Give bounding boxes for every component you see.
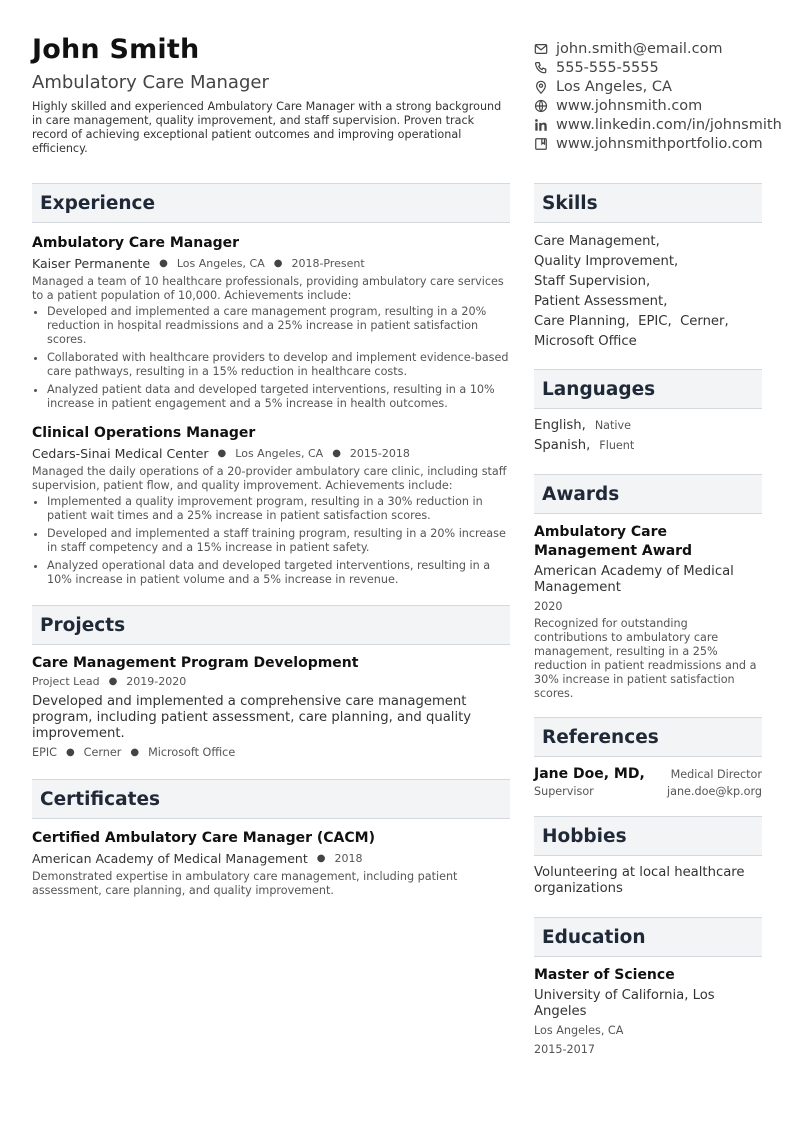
education-dates: 2015-2017: [534, 1043, 595, 1056]
separator-dot: ●: [65, 747, 75, 758]
reference-email[interactable]: jane.doe@kp.org: [667, 785, 762, 798]
experience-entry: [32, 234, 510, 411]
reference-name-row: [534, 766, 762, 782]
education-degree: Master of Science: [534, 967, 675, 983]
candidate-title: Ambulatory Care Manager: [32, 72, 269, 93]
achievement-item: • Developed and implemented a care management program, resulting in a 20% reduction in hospital readmissions and a 25% increase in patient satisfaction scores.: [47, 305, 510, 347]
project-role: Project Lead: [32, 675, 100, 688]
tech-item: Microsoft Office: [148, 746, 236, 759]
linkedin-icon: [534, 118, 548, 132]
separator-dot: ●: [316, 853, 326, 864]
skill-line: Patient Assessment,: [534, 294, 668, 309]
certificate-entry: [32, 829, 510, 898]
contact-portfolio-text: www.johnsmithportfolio.com: [556, 135, 763, 152]
languages-heading: Languages: [534, 369, 762, 409]
hobbies-section: [534, 816, 762, 897]
achievement-item: • Analyzed patient data and developed targeted interventions, resulting in a 10% increase in patient engagement and a 5% increase in health outcomes.: [47, 383, 510, 411]
job-location: Los Angeles, CA: [176, 257, 265, 270]
resume-header: [32, 34, 512, 156]
achievement-item: • Implemented a quality improvement program, resulting in a 30% reduction in patient wait times and a 25% increase in patient satisfaction scores.: [47, 495, 510, 523]
contact-portfolio[interactable]: [534, 134, 794, 153]
reference-position: Medical Director: [670, 768, 762, 781]
skill-line: Quality Improvement,: [534, 254, 679, 269]
contact-linkedin[interactable]: [534, 115, 794, 134]
separator-dot: ●: [108, 676, 118, 687]
references-section: [534, 717, 762, 798]
right-column: [534, 183, 762, 1058]
certificates-section: [32, 779, 510, 898]
language-name: Spanish,: [534, 438, 591, 453]
job-company: Kaiser Permanente: [32, 256, 151, 271]
references-heading: References: [534, 717, 762, 757]
hobby-item: Volunteering at local healthcare organizations: [534, 865, 745, 896]
contact-linkedin-text: www.linkedin.com/in/johnsmith: [556, 116, 782, 133]
projects-section: [32, 605, 510, 761]
project-description: Developed and implemented a comprehensive care management program, including patient assessment, care planning, and quality improvement.: [32, 694, 472, 741]
hobbies-heading: Hobbies: [534, 816, 762, 856]
reference-name: Jane Doe, MD,: [534, 766, 645, 782]
education-school: University of California, Los Angeles: [534, 988, 715, 1019]
project-tech: [32, 745, 510, 761]
award-year: 2020: [534, 600, 563, 613]
language-item: [534, 416, 762, 436]
tech-item: EPIC: [32, 746, 57, 759]
candidate-name: John Smith: [32, 34, 200, 65]
job-location: Los Angeles, CA: [235, 447, 324, 460]
experience-entry: [32, 424, 510, 587]
job-dates: 2015-2018: [349, 447, 410, 460]
skills-list: [534, 232, 762, 352]
languages-list: [534, 416, 762, 456]
education-location: Los Angeles, CA: [534, 1024, 624, 1037]
skill-line: Care Planning, EPIC, Cerner,: [534, 314, 729, 329]
job-description: Managed the daily operations of a 20-provider ambulatory care clinic, including staff supervision, patient flow, and quality improvement. Achievements include:: [32, 465, 507, 492]
job-title: Clinical Operations Manager: [32, 425, 256, 441]
project-meta: [32, 673, 510, 691]
job-meta: [32, 445, 510, 463]
language-item: [534, 436, 762, 456]
contact-website[interactable]: [534, 96, 794, 115]
achievement-item: • Collaborated with healthcare providers to develop and implement evidence-based care pathways, resulting in a 15% reduction in healthcare costs.: [47, 351, 510, 379]
job-description: Managed a team of 10 healthcare professionals, providing ambulatory care services to a patient population of 10,000. Achievements include:: [32, 275, 504, 302]
education-heading: Education: [534, 917, 762, 957]
achievement-item: • Developed and implemented a staff training program, resulting in a 20% increase in staff competency and a 15% increase in patient safety.: [47, 527, 510, 555]
contact-email-text: john.smith@email.com: [556, 40, 723, 57]
project-dates: 2019-2020: [126, 675, 187, 688]
separator-dot: ●: [273, 258, 283, 269]
contact-location: [534, 77, 794, 96]
certificate-year: 2018: [334, 852, 363, 865]
job-achievements: [32, 495, 510, 587]
education-section: [534, 917, 762, 1058]
skill-line: Staff Supervision,: [534, 274, 651, 289]
contact-list: [534, 39, 794, 153]
globe-icon: [534, 99, 548, 113]
job-achievements: [32, 305, 510, 411]
contact-website-text: www.johnsmith.com: [556, 97, 703, 114]
reference-entry: [534, 766, 762, 798]
certificate-description: Demonstrated expertise in ambulatory care management, including patient assessment, care planning, and quality improvement.: [32, 870, 458, 897]
tech-item: Cerner: [83, 746, 122, 759]
location-icon: [534, 80, 548, 94]
skill-line: Care Management,: [534, 234, 660, 249]
achievement-item: • Analyzed operational data and developed targeted interventions, resulting in a 10% increase in patient volume and a 5% increase in revenue.: [47, 559, 510, 587]
award-org: American Academy of Medical Management: [534, 564, 734, 595]
reference-detail-row: [534, 785, 762, 798]
job-dates: 2018-Present: [291, 257, 365, 270]
project-title: Care Management Program Development: [32, 655, 359, 671]
reference-relation: Supervisor: [534, 785, 594, 798]
certificates-heading: Certificates: [32, 779, 510, 819]
contact-phone-text: 555-555-5555: [556, 59, 659, 76]
experience-section: [32, 183, 510, 587]
projects-heading: Projects: [32, 605, 510, 645]
contact-email[interactable]: [534, 39, 794, 58]
languages-section: [534, 369, 762, 456]
certificate-issuer: American Academy of Medical Management: [32, 851, 308, 866]
skill-line: Microsoft Office: [534, 334, 637, 349]
language-name: English,: [534, 418, 586, 433]
job-title: Ambulatory Care Manager: [32, 235, 240, 251]
language-level: Native: [594, 419, 632, 432]
mail-icon: [534, 42, 548, 56]
contact-location-text: Los Angeles, CA: [556, 78, 672, 95]
summary-text: Highly skilled and experienced Ambulatory Care Manager with a strong background in care management, quality improvement, and staff supervision. Proven track record of achieving exceptional patient outcomes and improving operational efficiency.: [32, 100, 502, 155]
separator-dot: ●: [159, 258, 168, 269]
skills-section: [534, 183, 762, 352]
separator-dot: ●: [332, 448, 341, 459]
project-entry: [32, 654, 510, 761]
experience-heading: Experience: [32, 183, 510, 223]
separator-dot: ●: [130, 747, 140, 758]
awards-heading: Awards: [534, 474, 762, 514]
portfolio-icon: [534, 137, 548, 151]
award-entry: [534, 523, 762, 701]
award-description: Recognized for outstanding contributions to ambulatory care management, resulting in a 25% reduction in patient readmissions and a 30% increase in patient satisfaction scores.: [534, 617, 757, 700]
education-entry: [534, 966, 762, 1058]
certificate-title: Certified Ambulatory Care Manager (CACM): [32, 830, 375, 846]
awards-section: [534, 474, 762, 701]
job-meta: [32, 255, 510, 273]
separator-dot: ●: [217, 448, 227, 459]
phone-icon: [534, 61, 548, 75]
left-column: [32, 183, 510, 898]
language-level: Fluent: [599, 439, 635, 452]
contact-phone[interactable]: [534, 58, 794, 77]
award-title: Ambulatory Care Management Award: [534, 524, 693, 559]
skills-heading: Skills: [534, 183, 762, 223]
certificate-meta: [32, 850, 510, 868]
job-company: Cedars-Sinai Medical Center: [32, 446, 209, 461]
